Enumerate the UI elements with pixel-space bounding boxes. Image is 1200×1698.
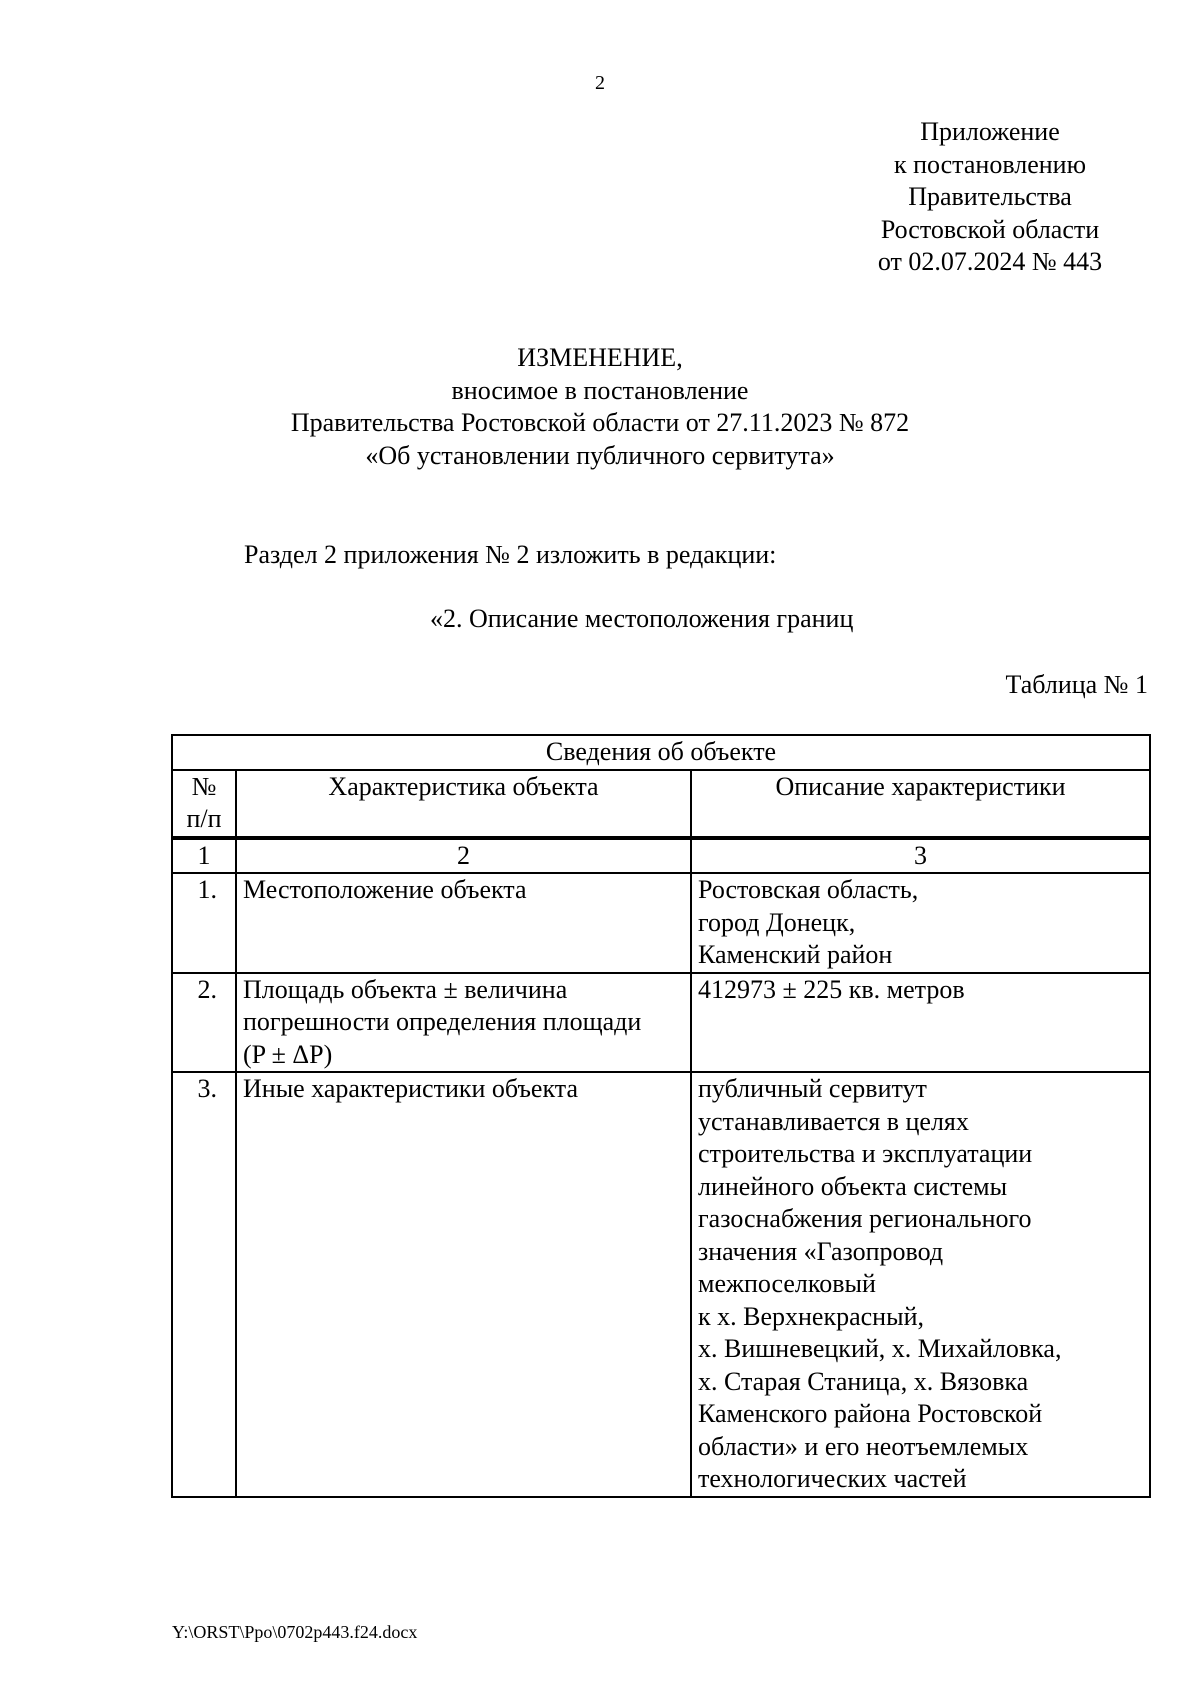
- col-header-characteristic: Характеристика объекта: [236, 770, 691, 838]
- appendix-block: [840, 116, 1140, 279]
- description-line: линейного объекта системы: [698, 1171, 1008, 1201]
- col-number: 2: [236, 838, 691, 874]
- col-header-num-line: №: [191, 771, 217, 801]
- description-line: город Донецк,: [698, 907, 856, 937]
- row-description: [691, 873, 1150, 973]
- table-caption: Таблица № 1: [1005, 670, 1148, 699]
- description-line: области» и его неотъемлемых: [698, 1431, 1029, 1461]
- description-line: Ростовская область,: [698, 875, 919, 904]
- col-number: 1: [172, 838, 236, 874]
- description-line: технологических частей: [698, 1464, 967, 1493]
- row-characteristic: [236, 973, 691, 1073]
- description-line: строительства и эксплуатации: [698, 1139, 1033, 1168]
- table-column-headers: [172, 770, 1150, 838]
- description-line: к х. Верхнекрасный,: [698, 1301, 924, 1331]
- document-title: [200, 342, 1000, 472]
- row-number: 3.: [172, 1072, 236, 1497]
- page-number: 2: [595, 72, 605, 94]
- description-line: устанавливается в целях: [698, 1106, 969, 1136]
- title-line: Правительства Ростовской области от 27.11.2023 № 872: [290, 408, 910, 437]
- description-line: публичный сервитут: [698, 1074, 927, 1103]
- appendix-line: к постановлению: [893, 149, 1087, 179]
- object-info-table: [171, 734, 1151, 1498]
- description-line: х. Вишневецкий, х. Михайловка,: [698, 1334, 1062, 1363]
- description-line: межпоселковый: [698, 1269, 876, 1298]
- row-number: 1.: [172, 873, 236, 973]
- characteristic-line: (P ± ΔP): [243, 1039, 333, 1069]
- characteristic-line: Площадь объекта ± величина: [243, 974, 568, 1004]
- description-line: значения «Газопровод: [698, 1236, 944, 1266]
- row-description: [691, 973, 1150, 1073]
- appendix-line: от 02.07.2024 № 443: [877, 247, 1103, 276]
- title-line: вносимое в постановление: [451, 375, 749, 405]
- col-header-description: Описание характеристики: [691, 770, 1150, 838]
- row-description: [691, 1072, 1150, 1497]
- instruction-text: Раздел 2 приложения № 2 изложить в редакции:: [244, 540, 777, 569]
- table-column-numbers: [172, 838, 1150, 874]
- footer-file-path: Y:\ORST\Ppo\0702p443.f24.docx: [172, 1622, 418, 1642]
- description-line: Каменского района Ростовской: [698, 1399, 1043, 1428]
- col-header-num-line: п/п: [186, 804, 222, 833]
- description-line: 412973 ± 225 кв. метров: [698, 974, 965, 1004]
- section-heading: «2. Описание местоположения границ: [430, 604, 854, 633]
- description-line: х. Старая Станица, х. Вязовка: [698, 1366, 1029, 1396]
- characteristic-line: погрешности определения площади: [243, 1007, 642, 1036]
- row-characteristic: [236, 873, 691, 973]
- appendix-line: Ростовской области: [880, 214, 1100, 244]
- row-number: 2.: [172, 973, 236, 1073]
- appendix-line: Приложение: [920, 117, 1060, 146]
- appendix-line: Правительства: [908, 182, 1072, 211]
- table-header-row: [172, 735, 1150, 770]
- table-row: [172, 1072, 1150, 1497]
- characteristic-line: Местоположение объекта: [243, 875, 527, 904]
- description-line: Каменский район: [698, 940, 893, 969]
- title-line: «Об установлении публичного сервитута»: [365, 440, 835, 470]
- table-row: [172, 873, 1150, 973]
- col-header-num: [172, 770, 236, 838]
- table-row: [172, 973, 1150, 1073]
- description-line: газоснабжения регионального: [698, 1204, 1032, 1233]
- title-line: ИЗМЕНЕНИЕ,: [517, 343, 683, 372]
- table-header: Сведения об объекте: [172, 735, 1150, 770]
- characteristic-line: Иные характеристики объекта: [243, 1074, 578, 1103]
- col-number: 3: [691, 838, 1150, 874]
- row-characteristic: [236, 1072, 691, 1497]
